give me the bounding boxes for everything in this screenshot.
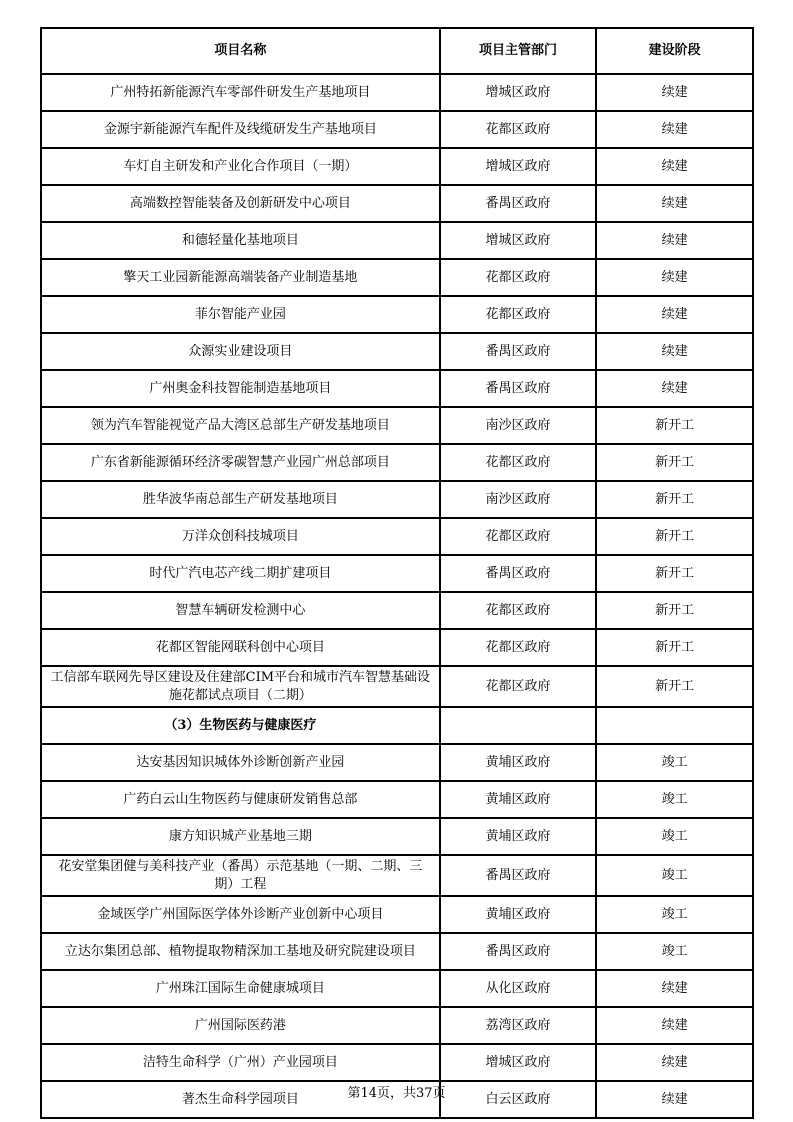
- phase-cell: 续建: [596, 333, 753, 370]
- table-row: [41, 933, 753, 970]
- project-name-cell: 广药白云山生物医药与健康研发销售总部: [41, 781, 440, 818]
- department-cell: 黄埔区政府: [440, 744, 597, 781]
- empty-cell: [596, 707, 753, 744]
- project-name-cell: 众源实业建设项目: [41, 333, 440, 370]
- table-row: [41, 222, 753, 259]
- project-name-cell: 时代广汽电芯产线二期扩建项目: [41, 555, 440, 592]
- project-name-cell: 擎天工业园新能源高端装备产业制造基地: [41, 259, 440, 296]
- phase-cell: 竣工: [596, 855, 753, 896]
- section-row: [41, 707, 753, 744]
- header-project-name: 项目名称: [41, 28, 440, 74]
- table-row: [41, 855, 753, 896]
- project-name-cell: 洁特生命科学（广州）产业园项目: [41, 1044, 440, 1081]
- phase-cell: 续建: [596, 222, 753, 259]
- phase-cell: 续建: [596, 370, 753, 407]
- phase-cell: 竣工: [596, 818, 753, 855]
- phase-cell: 新开工: [596, 407, 753, 444]
- department-cell: 花都区政府: [440, 111, 597, 148]
- project-name-cell: 金域医学广州国际医学体外诊断产业创新中心项目: [41, 896, 440, 933]
- projects-table: [40, 27, 754, 1119]
- department-cell: 番禺区政府: [440, 855, 597, 896]
- table-row: [41, 744, 753, 781]
- table-row: [41, 444, 753, 481]
- table-row: [41, 1044, 753, 1081]
- department-cell: 花都区政府: [440, 444, 597, 481]
- phase-cell: 新开工: [596, 629, 753, 666]
- table-row: [41, 896, 753, 933]
- department-cell: 番禺区政府: [440, 933, 597, 970]
- project-name-cell: 广州珠江国际生命健康城项目: [41, 970, 440, 1007]
- department-cell: 番禺区政府: [440, 185, 597, 222]
- phase-cell: 续建: [596, 74, 753, 111]
- department-cell: 番禺区政府: [440, 370, 597, 407]
- project-name-cell: 著杰生命科学园项目: [41, 1081, 440, 1118]
- project-name-cell: 工信部车联网先导区建设及住建部CIM平台和城市汽车智慧基础设施花都试点项目（二期）: [41, 666, 440, 707]
- project-name-cell: 花都区智能网联科创中心项目: [41, 629, 440, 666]
- department-cell: 花都区政府: [440, 518, 597, 555]
- table-row: [41, 970, 753, 1007]
- project-name-cell: 领为汽车智能视觉产品大湾区总部生产研发基地项目: [41, 407, 440, 444]
- project-name-cell: 达安基因知识城体外诊断创新产业园: [41, 744, 440, 781]
- table-row: [41, 629, 753, 666]
- department-cell: 荔湾区政府: [440, 1007, 597, 1044]
- department-cell: 番禺区政府: [440, 555, 597, 592]
- table-row: [41, 781, 753, 818]
- phase-cell: 续建: [596, 148, 753, 185]
- header-supervising-department: 项目主管部门: [440, 28, 597, 74]
- department-cell: 增城区政府: [440, 222, 597, 259]
- table-row: [41, 296, 753, 333]
- project-name-cell: 康方知识城产业基地三期: [41, 818, 440, 855]
- department-cell: 番禺区政府: [440, 333, 597, 370]
- table-row: [41, 518, 753, 555]
- phase-cell: 新开工: [596, 481, 753, 518]
- phase-cell: 续建: [596, 1044, 753, 1081]
- project-name-cell: 花安堂集团健与美科技产业（番禺）示范基地（一期、二期、三期）工程: [41, 855, 440, 896]
- table-row: [41, 1007, 753, 1044]
- phase-cell: 竣工: [596, 896, 753, 933]
- phase-cell: 续建: [596, 111, 753, 148]
- project-name-cell: 高端数控智能装备及创新研发中心项目: [41, 185, 440, 222]
- phase-cell: 续建: [596, 259, 753, 296]
- empty-cell: [440, 707, 597, 744]
- department-cell: 花都区政府: [440, 666, 597, 707]
- table-row: [41, 111, 753, 148]
- department-cell: 花都区政府: [440, 259, 597, 296]
- department-cell: 花都区政府: [440, 592, 597, 629]
- phase-cell: 续建: [596, 185, 753, 222]
- phase-cell: 新开工: [596, 555, 753, 592]
- department-cell: 黄埔区政府: [440, 781, 597, 818]
- department-cell: 从化区政府: [440, 970, 597, 1007]
- project-name-cell: 车灯自主研发和产业化合作项目（一期）: [41, 148, 440, 185]
- header-construction-phase: 建设阶段: [596, 28, 753, 74]
- project-name-cell: 广州奥金科技智能制造基地项目: [41, 370, 440, 407]
- phase-cell: 新开工: [596, 518, 753, 555]
- table-header-row: [41, 28, 753, 74]
- project-name-cell: 立达尔集团总部、植物提取物精深加工基地及研究院建设项目: [41, 933, 440, 970]
- department-cell: 白云区政府: [440, 1081, 597, 1118]
- table-row: [41, 259, 753, 296]
- project-name-cell: 广州特拓新能源汽车零部件研发生产基地项目: [41, 74, 440, 111]
- phase-cell: 竣工: [596, 933, 753, 970]
- project-name-cell: 菲尔智能产业园: [41, 296, 440, 333]
- project-name-cell: 胜华波华南总部生产研发基地项目: [41, 481, 440, 518]
- department-cell: 黄埔区政府: [440, 896, 597, 933]
- project-name-cell: 智慧车辆研发检测中心: [41, 592, 440, 629]
- project-name-cell: 万洋众创科技城项目: [41, 518, 440, 555]
- phase-cell: 新开工: [596, 592, 753, 629]
- department-cell: 南沙区政府: [440, 481, 597, 518]
- table-row: [41, 592, 753, 629]
- project-name-cell: 金源宇新能源汽车配件及线缆研发生产基地项目: [41, 111, 440, 148]
- department-cell: 增城区政府: [440, 74, 597, 111]
- project-name-cell: 广州国际医药港: [41, 1007, 440, 1044]
- table-row: [41, 185, 753, 222]
- table-row: [41, 74, 753, 111]
- project-name-cell: 和德轻量化基地项目: [41, 222, 440, 259]
- table-row: [41, 666, 753, 707]
- phase-cell: 新开工: [596, 444, 753, 481]
- phase-cell: 新开工: [596, 666, 753, 707]
- department-cell: 南沙区政府: [440, 407, 597, 444]
- table-row: [41, 370, 753, 407]
- phase-cell: 续建: [596, 1081, 753, 1118]
- table-row: [41, 818, 753, 855]
- department-cell: 黄埔区政府: [440, 818, 597, 855]
- department-cell: 花都区政府: [440, 629, 597, 666]
- project-name-cell: 广东省新能源循环经济零碳智慧产业园广州总部项目: [41, 444, 440, 481]
- phase-cell: 续建: [596, 970, 753, 1007]
- phase-cell: 竣工: [596, 744, 753, 781]
- section-label: （3）生物医药与健康医疗: [41, 707, 440, 744]
- table-row: [41, 481, 753, 518]
- phase-cell: 续建: [596, 1007, 753, 1044]
- department-cell: 花都区政府: [440, 296, 597, 333]
- table-row: [41, 148, 753, 185]
- page-number: 第14页，共37页: [347, 1086, 446, 1101]
- department-cell: 增城区政府: [440, 148, 597, 185]
- phase-cell: 竣工: [596, 781, 753, 818]
- table-row: [41, 407, 753, 444]
- table-row: [41, 555, 753, 592]
- department-cell: 增城区政府: [440, 1044, 597, 1081]
- table-row: [41, 333, 753, 370]
- phase-cell: 续建: [596, 296, 753, 333]
